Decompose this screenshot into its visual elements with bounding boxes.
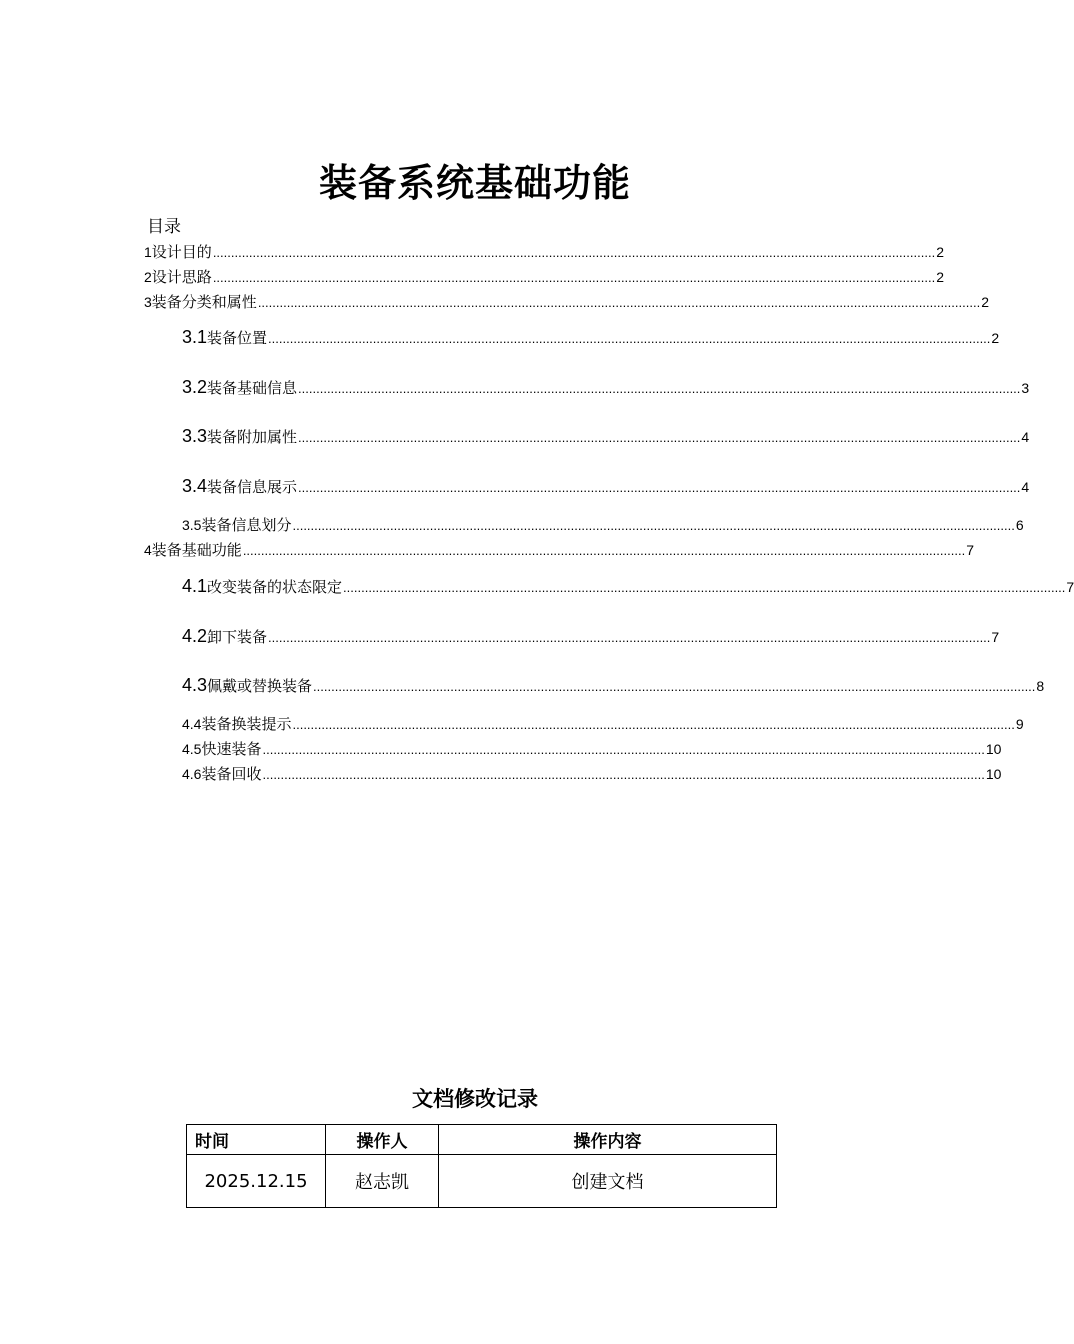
toc-entry[interactable] xyxy=(144,539,974,560)
toc-entry[interactable] xyxy=(182,576,1074,597)
toc-leader: ........................................................................................................................................................................................................ xyxy=(262,742,985,757)
toc-number: 3 xyxy=(144,294,152,310)
toc-leader: ........................................................................................................................................................................................................ xyxy=(313,679,1036,694)
toc-entry[interactable] xyxy=(182,763,1002,784)
toc-entry[interactable] xyxy=(144,291,989,312)
toc-number: 3.1 xyxy=(182,327,208,347)
toc-page: 3 xyxy=(1021,380,1030,396)
toc-entry[interactable] xyxy=(182,476,1030,497)
cell-operator: 赵志凯 xyxy=(326,1155,439,1208)
toc-text: 装备位置 xyxy=(207,329,268,347)
toc-number: 4.1 xyxy=(182,576,208,596)
toc-page: 7 xyxy=(966,542,974,558)
toc-number: 2 xyxy=(144,269,152,285)
toc-text: 装备回收 xyxy=(201,765,262,783)
document-title: 装备系统基础功能 xyxy=(318,161,631,205)
toc-number: 4.3 xyxy=(182,675,208,695)
toc-entry[interactable] xyxy=(182,675,1045,696)
cell-content: 创建文档 xyxy=(439,1155,777,1208)
toc-page: 10 xyxy=(985,766,1002,782)
toc-leader: ........................................................................................................................................................................................................ xyxy=(343,580,1066,595)
toc-text: 设计思路 xyxy=(151,268,212,286)
toc-number: 4.5 xyxy=(182,741,202,757)
header-content: 操作内容 xyxy=(439,1125,777,1155)
toc-page: 8 xyxy=(1036,678,1045,694)
toc-text: 装备分类和属性 xyxy=(151,293,257,311)
toc-leader: ........................................................................................................................................................................................................ xyxy=(298,381,1021,396)
toc-page: 2 xyxy=(981,294,989,310)
toc-leader: ........................................................................................................................................................................................................ xyxy=(212,245,936,260)
revision-record-title: 文档修改记录 xyxy=(412,1087,538,1111)
toc-text: 快速装备 xyxy=(201,740,262,758)
toc-text: 改变装备的状态限定 xyxy=(207,578,343,596)
toc-number: 3.3 xyxy=(182,426,208,446)
toc-text: 装备换装提示 xyxy=(201,715,292,733)
toc-leader: ........................................................................................................................................................................................................ xyxy=(257,295,981,310)
toc-text: 设计目的 xyxy=(151,243,212,261)
toc-text: 佩戴或替换装备 xyxy=(207,677,313,695)
toc-number: 3.2 xyxy=(182,377,208,397)
toc-entry[interactable] xyxy=(144,266,944,287)
toc-leader: ........................................................................................................................................................................................................ xyxy=(298,430,1021,445)
toc-number: 1 xyxy=(144,244,152,260)
header-time: 时间 xyxy=(187,1125,326,1155)
toc-leader: ........................................................................................................................................................................................................ xyxy=(292,717,1015,732)
revision-record-table xyxy=(186,1124,777,1208)
toc-entry[interactable] xyxy=(182,514,1024,535)
toc-page: 10 xyxy=(985,741,1002,757)
toc-entry[interactable] xyxy=(182,738,1002,759)
toc-text: 装备基础信息 xyxy=(207,379,298,397)
toc-number: 3.4 xyxy=(182,476,208,496)
toc-page: 4 xyxy=(1021,479,1030,495)
toc-page: 2 xyxy=(991,330,1000,346)
table-header-row xyxy=(187,1125,777,1155)
toc-text: 装备基础功能 xyxy=(151,541,242,559)
toc-leader: ........................................................................................................................................................................................................ xyxy=(212,270,936,285)
toc-text: 装备附加属性 xyxy=(207,428,298,446)
toc-number: 4.2 xyxy=(182,626,208,646)
toc-entry[interactable] xyxy=(182,426,1030,447)
toc-page: 7 xyxy=(991,629,1000,645)
toc-text: 卸下装备 xyxy=(207,628,268,646)
toc-entry[interactable] xyxy=(182,626,1000,647)
cell-time: 2025.12.15 xyxy=(187,1155,326,1208)
toc-page: 9 xyxy=(1015,716,1024,732)
toc-leader: ........................................................................................................................................................................................................ xyxy=(242,543,966,558)
toc-number: 4.6 xyxy=(182,766,202,782)
toc-leader: ........................................................................................................................................................................................................ xyxy=(292,518,1015,533)
toc-entry[interactable] xyxy=(182,327,1000,348)
toc-entry[interactable] xyxy=(182,377,1030,398)
toc-page: 2 xyxy=(936,244,944,260)
header-operator: 操作人 xyxy=(326,1125,439,1155)
toc-text: 装备信息展示 xyxy=(207,478,298,496)
toc-text: 装备信息划分 xyxy=(201,516,292,534)
toc-page: 6 xyxy=(1015,517,1024,533)
toc-page: 4 xyxy=(1021,429,1030,445)
table-row xyxy=(187,1155,777,1208)
toc-number: 4 xyxy=(144,542,152,558)
toc-number: 3.5 xyxy=(182,517,202,533)
toc-page: 7 xyxy=(1066,579,1074,595)
toc-entry[interactable] xyxy=(144,241,944,262)
toc-leader: ........................................................................................................................................................................................................ xyxy=(298,480,1021,495)
toc-leader: ........................................................................................................................................................................................................ xyxy=(262,767,985,782)
toc-heading: 目录 xyxy=(147,217,181,237)
toc-entry[interactable] xyxy=(182,713,1024,734)
toc-number: 4.4 xyxy=(182,716,202,732)
toc-leader: ........................................................................................................................................................................................................ xyxy=(268,331,991,346)
toc-leader: ........................................................................................................................................................................................................ xyxy=(268,630,991,645)
toc-page: 2 xyxy=(936,269,944,285)
